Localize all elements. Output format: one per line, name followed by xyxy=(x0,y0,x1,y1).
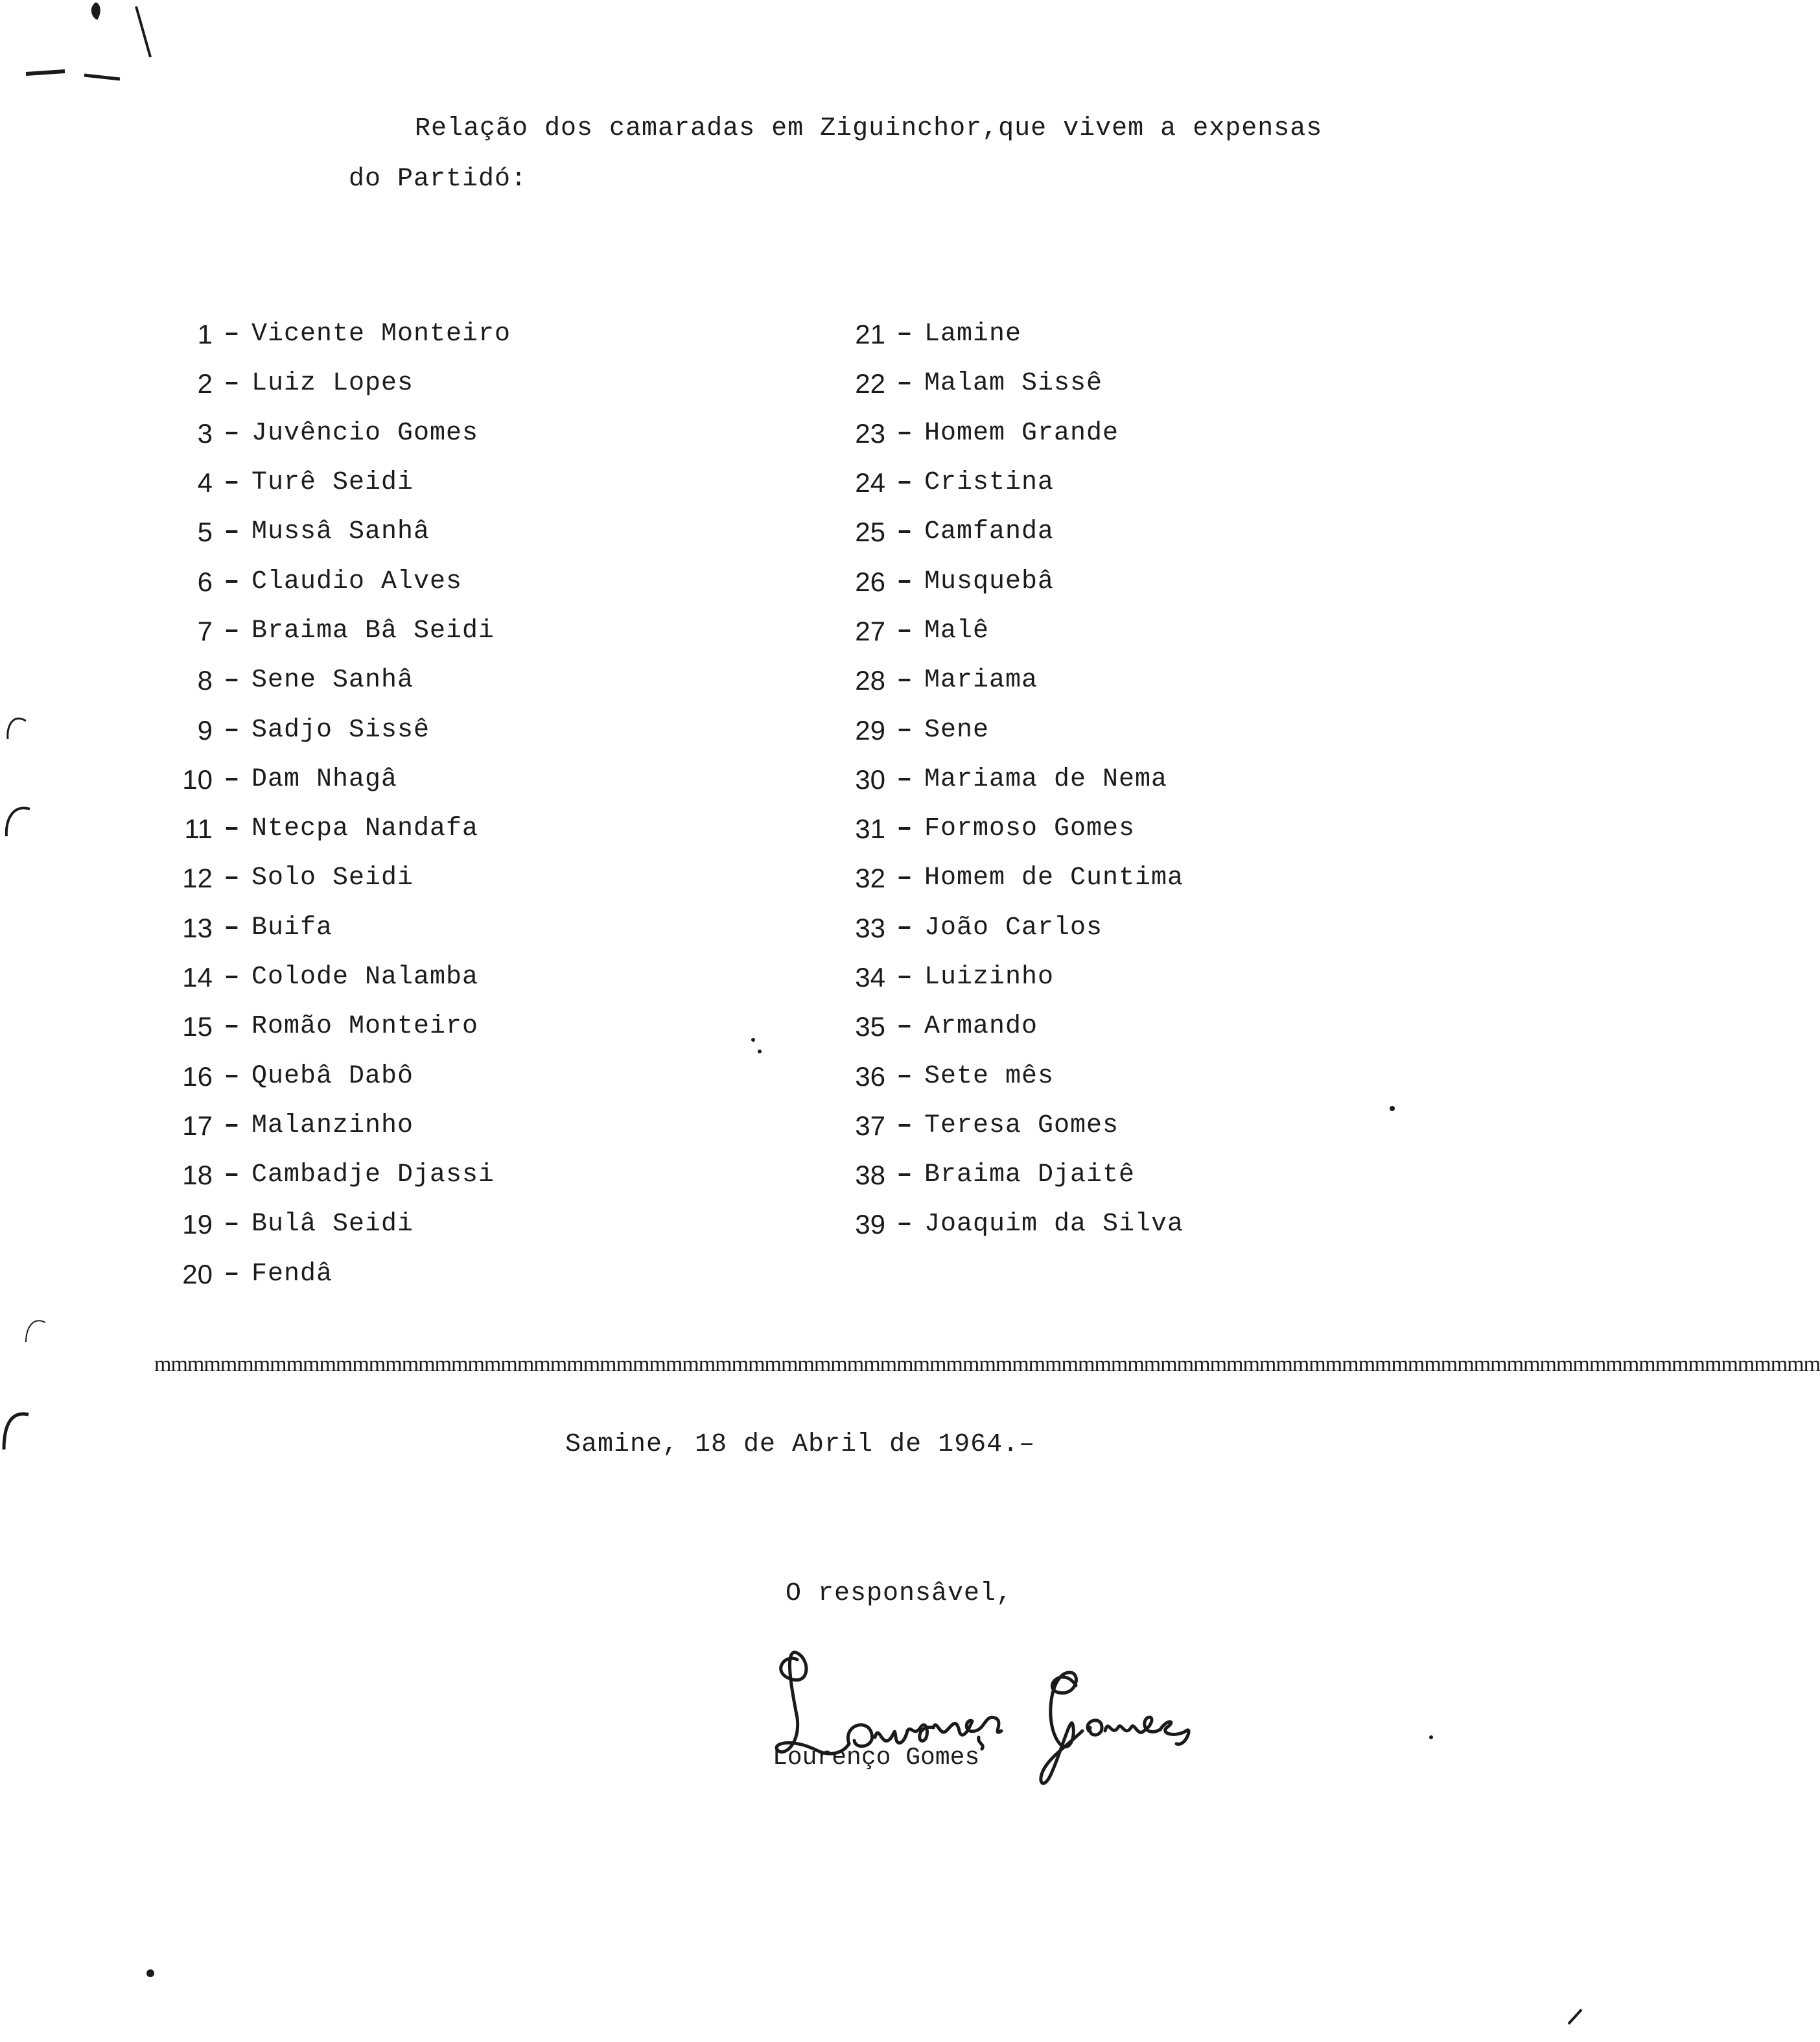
list-item-dash: – xyxy=(224,1210,240,1239)
list-item-dash: – xyxy=(896,1012,913,1042)
list-item xyxy=(843,1101,1184,1151)
list-item-dash: – xyxy=(224,567,240,596)
list-item-name: Teresa Gomes xyxy=(924,1110,1119,1140)
list-item-number: 26 xyxy=(855,566,885,597)
list-item-dash: – xyxy=(896,1160,913,1190)
list-item-number: 10 xyxy=(182,764,213,795)
list-item xyxy=(843,755,1184,804)
list-item-name: Camfanda xyxy=(924,517,1055,547)
list-item-number: 30 xyxy=(855,764,885,795)
list-item-name: Buifa xyxy=(251,913,333,943)
list-item-dash: – xyxy=(224,468,240,498)
list-item-number: 22 xyxy=(855,368,885,399)
list-item xyxy=(170,409,511,458)
handwritten-signature xyxy=(771,1647,1238,1802)
list-item-dash: – xyxy=(896,1210,913,1239)
list-item xyxy=(843,359,1184,408)
list-item-name: Malê xyxy=(924,616,990,646)
list-item xyxy=(843,607,1184,656)
list-item-number: 25 xyxy=(855,517,885,548)
list-item-number: 8 xyxy=(197,665,213,696)
list-item-name: Malanzinho xyxy=(251,1110,414,1140)
list-item xyxy=(170,904,511,953)
list-item-dash: – xyxy=(896,715,913,745)
list-item-name: Sene xyxy=(924,715,990,745)
list-item-name: Cristina xyxy=(924,468,1055,498)
list-item-dash: – xyxy=(224,913,240,943)
list-item-dash: – xyxy=(224,1012,240,1042)
list-item-name: Dam Nhagâ xyxy=(251,764,398,794)
list-item-dash: – xyxy=(896,963,913,992)
list-item-dash: – xyxy=(224,814,240,844)
list-item-dash: – xyxy=(896,764,913,794)
list-item-number: 1 xyxy=(197,319,213,350)
list-item-name: Mariama de Nema xyxy=(924,764,1168,794)
list-item-name: Joaquim da Silva xyxy=(924,1210,1184,1239)
list-item-name: Braima Bâ Seidi xyxy=(251,616,495,646)
list-item-name: Vicente Monteiro xyxy=(251,320,511,349)
list-item xyxy=(170,1051,511,1101)
list-item-name: Quebâ Dabô xyxy=(251,1061,414,1091)
list-item-number: 28 xyxy=(855,665,885,696)
list-item-number: 12 xyxy=(182,863,213,894)
list-item-number: 27 xyxy=(855,615,885,646)
list-item-name: Malam Sissê xyxy=(924,369,1103,399)
list-item-number: 18 xyxy=(182,1160,213,1191)
list-item xyxy=(170,656,511,705)
list-item-name: Luiz Lopes xyxy=(251,369,414,399)
list-item-dash: – xyxy=(896,468,913,498)
list-item-dash: – xyxy=(896,1110,913,1140)
list-item xyxy=(170,1250,511,1299)
list-item xyxy=(170,557,511,606)
list-item-dash: – xyxy=(224,1110,240,1140)
list-item-dash: – xyxy=(896,1061,913,1091)
heading-line-1: Relação dos camaradas em Ziguinchor,que vivem a expensas xyxy=(415,114,1323,143)
list-item-name: Mussâ Sanhâ xyxy=(251,517,430,547)
list-item-dash: – xyxy=(224,1160,240,1190)
list-item-number: 4 xyxy=(197,467,213,499)
list-item-name: Homem de Cuntima xyxy=(924,863,1184,893)
list-item-name: Romão Monteiro xyxy=(251,1012,479,1042)
list-item-number: 34 xyxy=(855,962,885,992)
list-item-number: 7 xyxy=(197,615,213,646)
place-date: Samine, 18 de Abril de 1964.– xyxy=(565,1430,1036,1459)
list-item xyxy=(170,953,511,1002)
list-item xyxy=(170,458,511,508)
list-item-name: Sene Sanhâ xyxy=(251,666,414,696)
list-item xyxy=(170,1151,511,1200)
list-item-dash: – xyxy=(224,320,240,349)
list-item xyxy=(843,409,1184,458)
list-item xyxy=(843,854,1184,903)
list-item-number: 36 xyxy=(855,1061,885,1092)
list-item-dash: – xyxy=(224,1061,240,1091)
list-item-name: Mariama xyxy=(924,666,1038,696)
separator-line: mmmmmmmmmmmmmmmmmmmmmmmmmmmmmmmmmmmmmmmmmmmmmmmmmmmmmmmmmmmmmmmmmmmmmmmmmmmmmmmmmmmmmmmmmmmmmmmmmmmmm xyxy=(154,1352,1820,1376)
list-item xyxy=(170,508,511,557)
names-list-left xyxy=(170,310,511,1299)
list-item-name: Luizinho xyxy=(924,963,1055,992)
list-item-number: 13 xyxy=(182,912,213,943)
list-item-name: Cambadje Djassi xyxy=(251,1160,495,1190)
list-item xyxy=(170,705,511,755)
list-item xyxy=(843,1002,1184,1051)
list-item-dash: – xyxy=(224,666,240,696)
list-item-number: 9 xyxy=(197,714,213,745)
list-item xyxy=(843,1200,1184,1249)
list-item-name: Armando xyxy=(924,1012,1038,1042)
list-item-number: 2 xyxy=(197,368,213,399)
list-item-name: Ntecpa Nandafa xyxy=(251,814,479,844)
list-item-number: 5 xyxy=(197,517,213,548)
list-item-number: 3 xyxy=(197,417,213,449)
list-item-number: 39 xyxy=(855,1209,885,1240)
list-item-name: Colode Nalamba xyxy=(251,963,479,992)
list-item-dash: – xyxy=(896,814,913,844)
list-item-number: 31 xyxy=(855,814,885,845)
list-item xyxy=(843,310,1184,359)
list-item-number: 21 xyxy=(855,319,885,350)
list-item-number: 38 xyxy=(855,1160,885,1191)
list-item-dash: – xyxy=(224,418,240,448)
list-item-name: Claudio Alves xyxy=(251,567,463,596)
heading-line-2: do Partidó: xyxy=(349,165,528,194)
list-item-dash: – xyxy=(224,369,240,399)
list-item-number: 16 xyxy=(182,1061,213,1092)
list-item-number: 17 xyxy=(182,1110,213,1141)
scan-mark-top-left xyxy=(91,3,100,19)
list-item-number: 29 xyxy=(855,714,885,745)
list-item-name: Sete mês xyxy=(924,1061,1055,1091)
list-item-number: 35 xyxy=(855,1011,885,1042)
list-item xyxy=(170,854,511,903)
list-item-name: Solo Seidi xyxy=(251,863,414,893)
list-item-number: 19 xyxy=(182,1209,213,1240)
list-item-name: Musquebâ xyxy=(924,567,1055,596)
list-item xyxy=(843,508,1184,557)
list-item xyxy=(843,804,1184,854)
list-item-number: 37 xyxy=(855,1110,885,1141)
list-item-dash: – xyxy=(896,517,913,547)
list-item-dash: – xyxy=(896,567,913,596)
list-item xyxy=(843,1051,1184,1101)
list-item xyxy=(170,804,511,854)
list-item-name: Lamine xyxy=(924,320,1022,349)
list-item-dash: – xyxy=(224,963,240,992)
list-item-name: Turê Seidi xyxy=(251,468,414,498)
list-item-number: 32 xyxy=(855,863,885,894)
list-item xyxy=(170,1002,511,1051)
list-item-number: 20 xyxy=(182,1258,213,1289)
names-list-right xyxy=(843,310,1184,1250)
list-item-name: Fendâ xyxy=(251,1259,333,1289)
list-item xyxy=(843,458,1184,508)
list-item-dash: – xyxy=(224,1259,240,1289)
list-item xyxy=(170,359,511,408)
list-item xyxy=(170,1200,511,1249)
list-item-number: 6 xyxy=(197,566,213,597)
list-item-dash: – xyxy=(896,418,913,448)
list-item-name: Sadjo Sissê xyxy=(251,715,430,745)
list-item xyxy=(170,1101,511,1151)
list-item-name: Juvêncio Gomes xyxy=(251,418,479,448)
list-item-dash: – xyxy=(224,715,240,745)
list-item-name: João Carlos xyxy=(924,913,1103,943)
list-item xyxy=(843,953,1184,1002)
list-item-number: 33 xyxy=(855,912,885,943)
list-item-number: 15 xyxy=(182,1011,213,1042)
list-item-name: Homem Grande xyxy=(924,418,1119,448)
list-item-name: Bulâ Seidi xyxy=(251,1210,414,1239)
typed-signatory-name: Lourenço Gomes xyxy=(773,1744,980,1772)
list-item-dash: – xyxy=(896,369,913,399)
list-item xyxy=(843,557,1184,606)
list-item xyxy=(170,607,511,656)
list-item xyxy=(170,755,511,804)
list-item-name: Braima Djaitê xyxy=(924,1160,1136,1190)
list-item xyxy=(170,310,511,359)
list-item xyxy=(843,656,1184,705)
list-item-dash: – xyxy=(896,863,913,893)
list-item-dash: – xyxy=(224,863,240,893)
list-item-dash: – xyxy=(224,616,240,646)
list-item xyxy=(843,705,1184,755)
list-item-dash: – xyxy=(896,666,913,696)
list-item-dash: – xyxy=(224,517,240,547)
list-item-name: Formoso Gomes xyxy=(924,814,1136,844)
list-item xyxy=(843,904,1184,953)
list-item-number: 11 xyxy=(184,814,213,845)
list-item-dash: – xyxy=(896,320,913,349)
list-item-number: 14 xyxy=(182,962,213,992)
list-item-dash: – xyxy=(224,764,240,794)
list-item xyxy=(843,1151,1184,1200)
closing-phrase: O responsâvel, xyxy=(786,1579,1013,1608)
list-item-dash: – xyxy=(896,616,913,646)
list-item-number: 23 xyxy=(855,417,885,449)
list-item-number: 24 xyxy=(855,467,885,499)
list-item-dash: – xyxy=(896,913,913,943)
